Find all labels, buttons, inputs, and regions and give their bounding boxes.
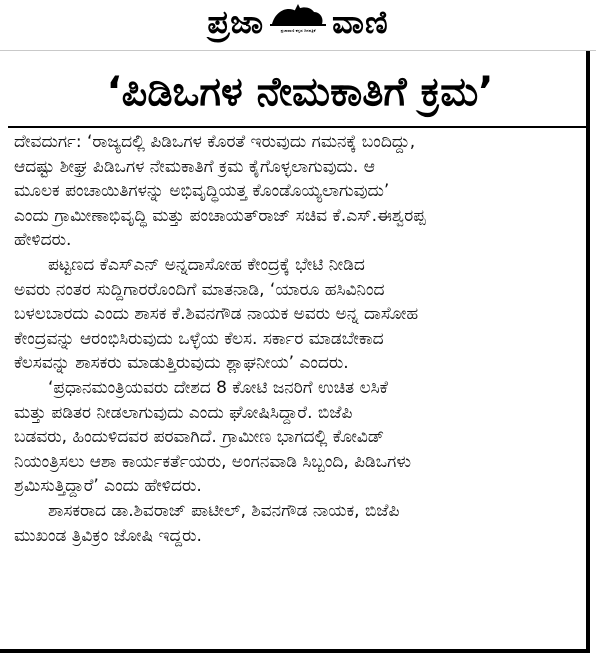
article-body bbox=[14, 130, 574, 548]
body-line: ದೇವದುರ್ಗ: ‘ರಾಜ್ಯದಲ್ಲಿ ಪಿಡಿಒಗಳ ಕೊರತೆ ಇರುವುದು ಗಮನಕ್ಕೆ ಬಂದಿದ್ದು, bbox=[14, 132, 416, 152]
body-line: ಬಡವರು, ಹಿಂದುಳಿದವರ ಪರವಾಗಿದೆ. ಗ್ರಾಮೀಣ ಭಾಗದಲ್ಲಿ ಕೋವಿಡ್ bbox=[14, 427, 385, 448]
body-line: ಎಂದು ಗ್ರಾಮೀಣಾಭಿವೃದ್ಧಿ ಮತ್ತು ಪಂಚಾಯತ್‌ರಾಜ್ ಸಚಿವ ಕೆ.ಎಸ್.ಈಶ್ವರಪ್ಪ bbox=[14, 205, 426, 226]
body-line: ಶಾಸಕರಾದ ಡಾ.ಶಿವರಾಜ್ ಪಾಟೀಲ್, ಶಿವನಗೌಡ ನಾಯಕ, ಬಿಜೆಪಿ bbox=[48, 500, 400, 521]
body-line: ಕೆಲಸವನ್ನು ಶಾಸಕರು ಮಾಡುತ್ತಿರುವುದು ಶ್ಲಾಘನೀಯ’ ಎಂದರು. bbox=[14, 353, 349, 374]
masthead-tagline: ಪ್ರಜಾವಾಣಿ ಕನ್ನಡ ದಿನಪತ್ರಿಕೆ bbox=[280, 28, 316, 33]
body-line: ಹೇಳಿದರು. bbox=[14, 230, 72, 251]
headline-rule bbox=[8, 126, 586, 128]
body-line: ಅವರು ನಂತರ ಸುದ್ದಿಗಾರರೊಂದಿಗೆ ಮಾತನಾಡಿ, ‘ಯಾರೂ ಹಸಿವಿನಿಂದ bbox=[14, 279, 385, 300]
body-line: ‘ಪ್ರಧಾನಮಂತ್ರಿಯವರು ದೇಶದ 8 ಕೋಟಿ ಜನರಿಗೆ ಉಚಿತ ಲಸಿಕೆ bbox=[48, 377, 388, 398]
body-line: ಪಟ್ಟಣದ ಕೆಎಸ್‌ಎನ್ ಅನ್ನದಾಸೋಹ ಕೇಂದ್ರಕ್ಕೆ ಭೇಟಿ ನೀಡಿದ bbox=[48, 254, 365, 275]
body-line: ಬಳಲಬಾರದು ಎಂದು ಶಾಸಕ ಕೆ.ಶಿವನಗೌಡ ನಾಯಕ ಅವರು ಅನ್ನ ದಾಸೋಹ bbox=[14, 304, 419, 325]
body-line: ಮೂಲಕ ಪಂಚಾಯಿತಿಗಳನ್ನು ಅಭಿವೃದ್ಧಿಯತ್ತ ಕೊಂಡೊಯ್ಯಲಾಗುವುದು’ bbox=[14, 181, 390, 202]
body-line: ಮತ್ತು ಪಡಿತರ ನೀಡಲಾಗುವುದು ಎಂದು ಘೋಷಿಸಿದ್ದಾರೆ. ಬಿಜೆಪಿ bbox=[14, 402, 353, 423]
body-line: ಶ್ರಮಿಸುತ್ತಿದ್ದಾರೆ’ ಎಂದು ಹೇಳಿದರು. bbox=[14, 476, 202, 497]
article-headline: ‘ಪಿಡಿಒಗಳ ನೇಮಕಾತಿಗೆ ಕ್ರಮ’ bbox=[106, 69, 494, 115]
body-line: ನಿಯಂತ್ರಿಸಲು ಆಶಾ ಕಾರ್ಯಕರ್ತೆಯರು, ಅಂಗನವಾಡಿ ಸಿಬ್ಬಂದಿ, ಪಿಡಿಒಗಳು bbox=[14, 451, 412, 472]
masthead-right-word: ವಾಣಿ bbox=[332, 3, 389, 41]
lion-emblem-icon bbox=[266, 2, 330, 42]
masthead-left-word: ಪ್ರಜಾ bbox=[207, 3, 265, 41]
masthead bbox=[0, 0, 596, 48]
body-line: ಮುಖಂಡ ತ್ರಿವಿಕ್ರಂ ಜೋಷಿ ಇದ್ದರು. bbox=[14, 525, 202, 546]
body-line: ಕೇಂದ್ರವನ್ನು ಆರಂಭಿಸಿರುವುದು ಒಳ್ಳೆಯ ಕೆಲಸ. ಸರ್ಕಾರ ಮಾಡಬೇಕಾದ bbox=[14, 328, 384, 349]
body-line: ಆದಷ್ಟು ಶೀಘ್ರ ಪಿಡಿಒಗಳ ನೇಮಕಾತಿಗೆ ಕ್ರಮ ಕೈಗೊಳ್ಳಲಾಗುವುದು. ಆ bbox=[14, 156, 375, 177]
